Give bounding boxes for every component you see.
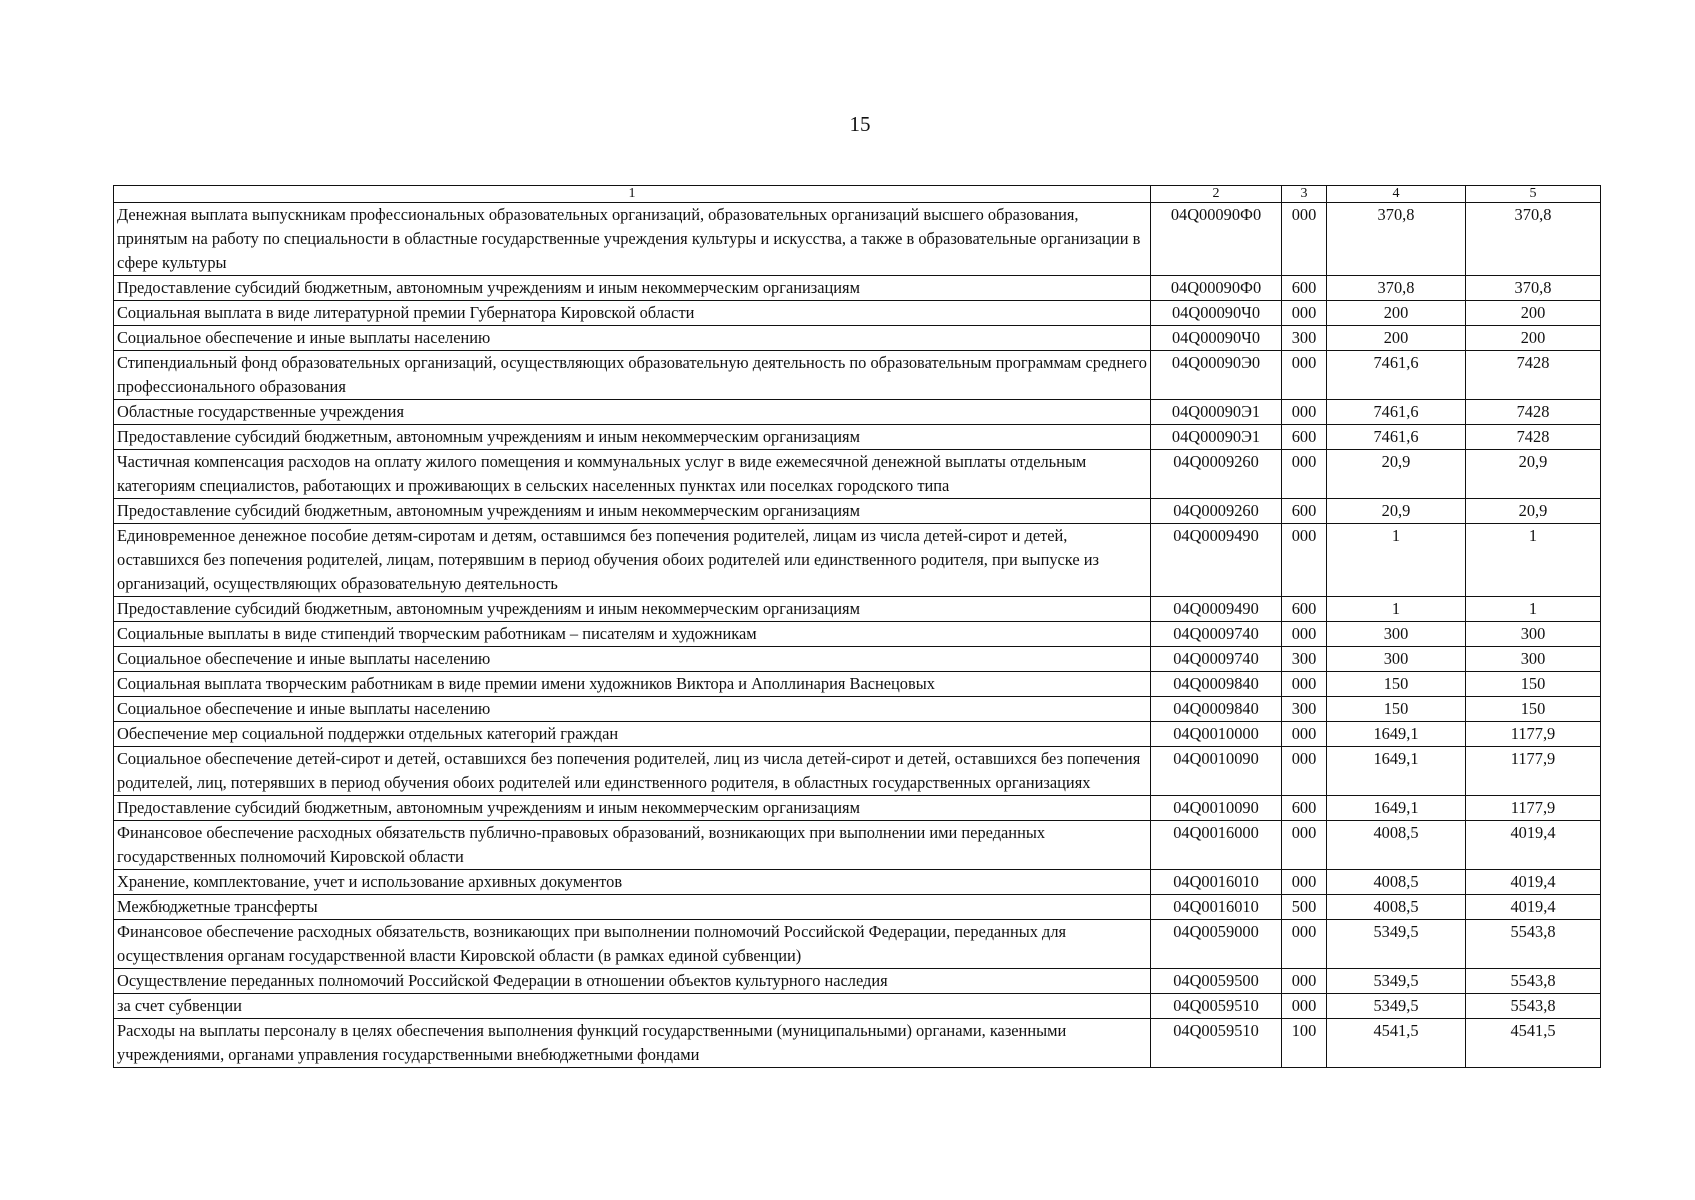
row-name: Межбюджетные трансферты bbox=[114, 895, 1151, 920]
row-value-year-2: 4541,5 bbox=[1466, 1019, 1601, 1068]
table-row bbox=[114, 203, 1601, 276]
row-name: Обеспечение мер социальной поддержки отдельных категорий граждан bbox=[114, 722, 1151, 747]
row-code: 04Q0016000 bbox=[1151, 821, 1282, 870]
row-expense-type: 000 bbox=[1282, 622, 1327, 647]
table-row bbox=[114, 969, 1601, 994]
row-code: 04Q0009740 bbox=[1151, 622, 1282, 647]
row-value-year-2: 4019,4 bbox=[1466, 895, 1601, 920]
row-value-year-2: 20,9 bbox=[1466, 450, 1601, 499]
row-value-year-1: 7461,6 bbox=[1327, 425, 1466, 450]
column-header-2: 2 bbox=[1151, 186, 1282, 203]
row-name: Частичная компенсация расходов на оплату жилого помещения и коммунальных услуг в виде ежемесячной денежной выплаты отдельным категориям специалистов, работающих и проживающих в сельских населенных пунктах или поселках городского типа bbox=[114, 450, 1151, 499]
row-code: 04Q0009740 bbox=[1151, 647, 1282, 672]
row-value-year-2: 4019,4 bbox=[1466, 821, 1601, 870]
row-name: Социальное обеспечение и иные выплаты населению bbox=[114, 647, 1151, 672]
row-value-year-1: 7461,6 bbox=[1327, 351, 1466, 400]
row-value-year-1: 150 bbox=[1327, 672, 1466, 697]
row-value-year-1: 370,8 bbox=[1327, 203, 1466, 276]
row-code: 04Q0009260 bbox=[1151, 499, 1282, 524]
row-code: 04Q0009490 bbox=[1151, 597, 1282, 622]
table-row bbox=[114, 425, 1601, 450]
row-name: Осуществление переданных полномочий Российской Федерации в отношении объектов культурного наследия bbox=[114, 969, 1151, 994]
row-expense-type: 000 bbox=[1282, 672, 1327, 697]
row-value-year-2: 150 bbox=[1466, 697, 1601, 722]
row-name: Хранение, комплектование, учет и использование архивных документов bbox=[114, 870, 1151, 895]
row-expense-type: 100 bbox=[1282, 1019, 1327, 1068]
row-expense-type: 000 bbox=[1282, 920, 1327, 969]
row-name: Предоставление субсидий бюджетным, автономным учреждениям и иным некоммерческим организациям bbox=[114, 597, 1151, 622]
row-name: Социальная выплата творческим работникам в виде премии имени художников Виктора и Аполлинария Васнецовых bbox=[114, 672, 1151, 697]
row-expense-type: 000 bbox=[1282, 870, 1327, 895]
row-value-year-2: 200 bbox=[1466, 326, 1601, 351]
page-number: 15 bbox=[849, 112, 871, 136]
row-expense-type: 000 bbox=[1282, 994, 1327, 1019]
table-row bbox=[114, 499, 1601, 524]
table-row bbox=[114, 326, 1601, 351]
row-code: 04Q0010000 bbox=[1151, 722, 1282, 747]
row-value-year-1: 20,9 bbox=[1327, 450, 1466, 499]
row-value-year-2: 5543,8 bbox=[1466, 969, 1601, 994]
row-value-year-2: 1177,9 bbox=[1466, 796, 1601, 821]
row-expense-type: 600 bbox=[1282, 597, 1327, 622]
row-value-year-2: 1 bbox=[1466, 597, 1601, 622]
row-value-year-1: 200 bbox=[1327, 326, 1466, 351]
row-code: 04Q0009490 bbox=[1151, 524, 1282, 597]
row-expense-type: 000 bbox=[1282, 203, 1327, 276]
table-row bbox=[114, 351, 1601, 400]
row-expense-type: 600 bbox=[1282, 499, 1327, 524]
table-row bbox=[114, 276, 1601, 301]
table-body bbox=[114, 203, 1601, 1068]
row-code: 04Q00090Ф0 bbox=[1151, 276, 1282, 301]
table-row bbox=[114, 870, 1601, 895]
row-value-year-1: 20,9 bbox=[1327, 499, 1466, 524]
table-row bbox=[114, 1019, 1601, 1068]
row-expense-type: 600 bbox=[1282, 796, 1327, 821]
row-name: Социальное обеспечение детей-сирот и детей, оставшихся без попечения родителей, лиц из числа детей-сирот и детей, оставшихся без попечения родителей, лиц, потерявших в период обучения обоих родителей или единственного родителя, в областных государственных организациях bbox=[114, 747, 1151, 796]
row-name: за счет субвенции bbox=[114, 994, 1151, 1019]
row-value-year-2: 1 bbox=[1466, 524, 1601, 597]
row-value-year-2: 370,8 bbox=[1466, 203, 1601, 276]
row-expense-type: 000 bbox=[1282, 450, 1327, 499]
row-expense-type: 500 bbox=[1282, 895, 1327, 920]
row-expense-type: 000 bbox=[1282, 400, 1327, 425]
table-row bbox=[114, 697, 1601, 722]
row-value-year-2: 1177,9 bbox=[1466, 722, 1601, 747]
table-row bbox=[114, 622, 1601, 647]
row-name: Областные государственные учреждения bbox=[114, 400, 1151, 425]
row-value-year-1: 150 bbox=[1327, 697, 1466, 722]
table-row bbox=[114, 301, 1601, 326]
row-value-year-2: 300 bbox=[1466, 622, 1601, 647]
row-name: Предоставление субсидий бюджетным, автономным учреждениям и иным некоммерческим организациям bbox=[114, 276, 1151, 301]
row-value-year-1: 370,8 bbox=[1327, 276, 1466, 301]
row-code: 04Q00090Э0 bbox=[1151, 351, 1282, 400]
table-row bbox=[114, 647, 1601, 672]
row-value-year-1: 5349,5 bbox=[1327, 994, 1466, 1019]
row-expense-type: 600 bbox=[1282, 276, 1327, 301]
budget-table bbox=[113, 185, 1601, 1068]
table-row bbox=[114, 400, 1601, 425]
row-code: 04Q0059500 bbox=[1151, 969, 1282, 994]
row-value-year-1: 4008,5 bbox=[1327, 821, 1466, 870]
row-value-year-1: 5349,5 bbox=[1327, 969, 1466, 994]
table-row bbox=[114, 672, 1601, 697]
row-name: Единовременное денежное пособие детям-сиротам и детям, оставшимся без попечения родителей, лицам из числа детей-сирот и детей, оставшихся без попечения родителей, лицам, потерявшим в период обучения обоих родителей или единственного родителя, при выпуске из организаций, осуществляющих образовательную деятельность bbox=[114, 524, 1151, 597]
row-value-year-1: 1 bbox=[1327, 524, 1466, 597]
row-value-year-2: 5543,8 bbox=[1466, 994, 1601, 1019]
row-expense-type: 600 bbox=[1282, 425, 1327, 450]
row-value-year-1: 5349,5 bbox=[1327, 920, 1466, 969]
row-expense-type: 000 bbox=[1282, 969, 1327, 994]
row-expense-type: 000 bbox=[1282, 351, 1327, 400]
row-name: Предоставление субсидий бюджетным, автономным учреждениям и иным некоммерческим организациям bbox=[114, 425, 1151, 450]
row-expense-type: 300 bbox=[1282, 647, 1327, 672]
table-header-row bbox=[114, 186, 1601, 203]
row-code: 04Q00090Ч0 bbox=[1151, 326, 1282, 351]
row-value-year-2: 300 bbox=[1466, 647, 1601, 672]
row-code: 04Q0009840 bbox=[1151, 672, 1282, 697]
row-value-year-1: 4008,5 bbox=[1327, 870, 1466, 895]
row-value-year-1: 4541,5 bbox=[1327, 1019, 1466, 1068]
row-value-year-1: 200 bbox=[1327, 301, 1466, 326]
row-value-year-2: 5543,8 bbox=[1466, 920, 1601, 969]
row-code: 04Q0010090 bbox=[1151, 747, 1282, 796]
table-row bbox=[114, 722, 1601, 747]
row-name: Социальные выплаты в виде стипендий творческим работникам – писателям и художникам bbox=[114, 622, 1151, 647]
row-value-year-2: 200 bbox=[1466, 301, 1601, 326]
row-code: 04Q0009260 bbox=[1151, 450, 1282, 499]
row-name: Предоставление субсидий бюджетным, автономным учреждениям и иным некоммерческим организациям bbox=[114, 499, 1151, 524]
row-name: Предоставление субсидий бюджетным, автономным учреждениям и иным некоммерческим организациям bbox=[114, 796, 1151, 821]
row-value-year-2: 1177,9 bbox=[1466, 747, 1601, 796]
row-value-year-1: 1 bbox=[1327, 597, 1466, 622]
table-row bbox=[114, 920, 1601, 969]
row-value-year-2: 4019,4 bbox=[1466, 870, 1601, 895]
row-name: Финансовое обеспечение расходных обязательств, возникающих при выполнении полномочий Российской Федерации, переданных для осуществления органам государственной власти Кировской области (в рамках единой субвенции) bbox=[114, 920, 1151, 969]
row-expense-type: 000 bbox=[1282, 821, 1327, 870]
row-value-year-1: 4008,5 bbox=[1327, 895, 1466, 920]
row-value-year-2: 370,8 bbox=[1466, 276, 1601, 301]
row-value-year-1: 300 bbox=[1327, 622, 1466, 647]
row-name: Социальное обеспечение и иные выплаты населению bbox=[114, 326, 1151, 351]
row-expense-type: 000 bbox=[1282, 524, 1327, 597]
row-name: Социальная выплата в виде литературной премии Губернатора Кировской области bbox=[114, 301, 1151, 326]
row-code: 04Q0016010 bbox=[1151, 870, 1282, 895]
row-name: Денежная выплата выпускникам профессиональных образовательных организаций, образовательных организаций высшего образования, принятым на работу по специальности в областные государственные учреждения культуры и искусства, а также в образовательные организации в сфере культуры bbox=[114, 203, 1151, 276]
row-code: 04Q0059510 bbox=[1151, 994, 1282, 1019]
column-header-4: 4 bbox=[1327, 186, 1466, 203]
row-code: 04Q00090Ч0 bbox=[1151, 301, 1282, 326]
row-value-year-2: 7428 bbox=[1466, 400, 1601, 425]
table-row bbox=[114, 450, 1601, 499]
table-row bbox=[114, 895, 1601, 920]
table-row bbox=[114, 524, 1601, 597]
row-value-year-2: 20,9 bbox=[1466, 499, 1601, 524]
row-value-year-1: 300 bbox=[1327, 647, 1466, 672]
table-row bbox=[114, 796, 1601, 821]
row-code: 04Q0059000 bbox=[1151, 920, 1282, 969]
row-value-year-1: 1649,1 bbox=[1327, 747, 1466, 796]
row-value-year-1: 1649,1 bbox=[1327, 796, 1466, 821]
row-name: Расходы на выплаты персоналу в целях обеспечения выполнения функций государственными (муниципальными) органами, казенными учреждениями, органами управления государственными внебюджетными фондами bbox=[114, 1019, 1151, 1068]
row-code: 04Q0010090 bbox=[1151, 796, 1282, 821]
row-value-year-2: 7428 bbox=[1466, 351, 1601, 400]
column-header-5: 5 bbox=[1466, 186, 1601, 203]
row-code: 04Q0059510 bbox=[1151, 1019, 1282, 1068]
row-name: Финансовое обеспечение расходных обязательств публично-правовых образований, возникающих при выполнении ими переданных государственных полномочий Кировской области bbox=[114, 821, 1151, 870]
row-code: 04Q0009840 bbox=[1151, 697, 1282, 722]
row-code: 04Q00090Э1 bbox=[1151, 400, 1282, 425]
row-expense-type: 000 bbox=[1282, 747, 1327, 796]
row-expense-type: 300 bbox=[1282, 697, 1327, 722]
table-row bbox=[114, 821, 1601, 870]
table-row bbox=[114, 747, 1601, 796]
row-expense-type: 300 bbox=[1282, 326, 1327, 351]
row-name: Стипендиальный фонд образовательных организаций, осуществляющих образовательную деятельность по образовательным программам среднего профессионального образования bbox=[114, 351, 1151, 400]
row-value-year-2: 150 bbox=[1466, 672, 1601, 697]
row-value-year-1: 7461,6 bbox=[1327, 400, 1466, 425]
column-header-3: 3 bbox=[1282, 186, 1327, 203]
table-row bbox=[114, 597, 1601, 622]
column-header-1: 1 bbox=[114, 186, 1151, 203]
row-code: 04Q00090Ф0 bbox=[1151, 203, 1282, 276]
row-expense-type: 000 bbox=[1282, 301, 1327, 326]
row-code: 04Q00090Э1 bbox=[1151, 425, 1282, 450]
row-value-year-2: 7428 bbox=[1466, 425, 1601, 450]
row-code: 04Q0016010 bbox=[1151, 895, 1282, 920]
row-expense-type: 000 bbox=[1282, 722, 1327, 747]
row-value-year-1: 1649,1 bbox=[1327, 722, 1466, 747]
row-name: Социальное обеспечение и иные выплаты населению bbox=[114, 697, 1151, 722]
table-row bbox=[114, 994, 1601, 1019]
